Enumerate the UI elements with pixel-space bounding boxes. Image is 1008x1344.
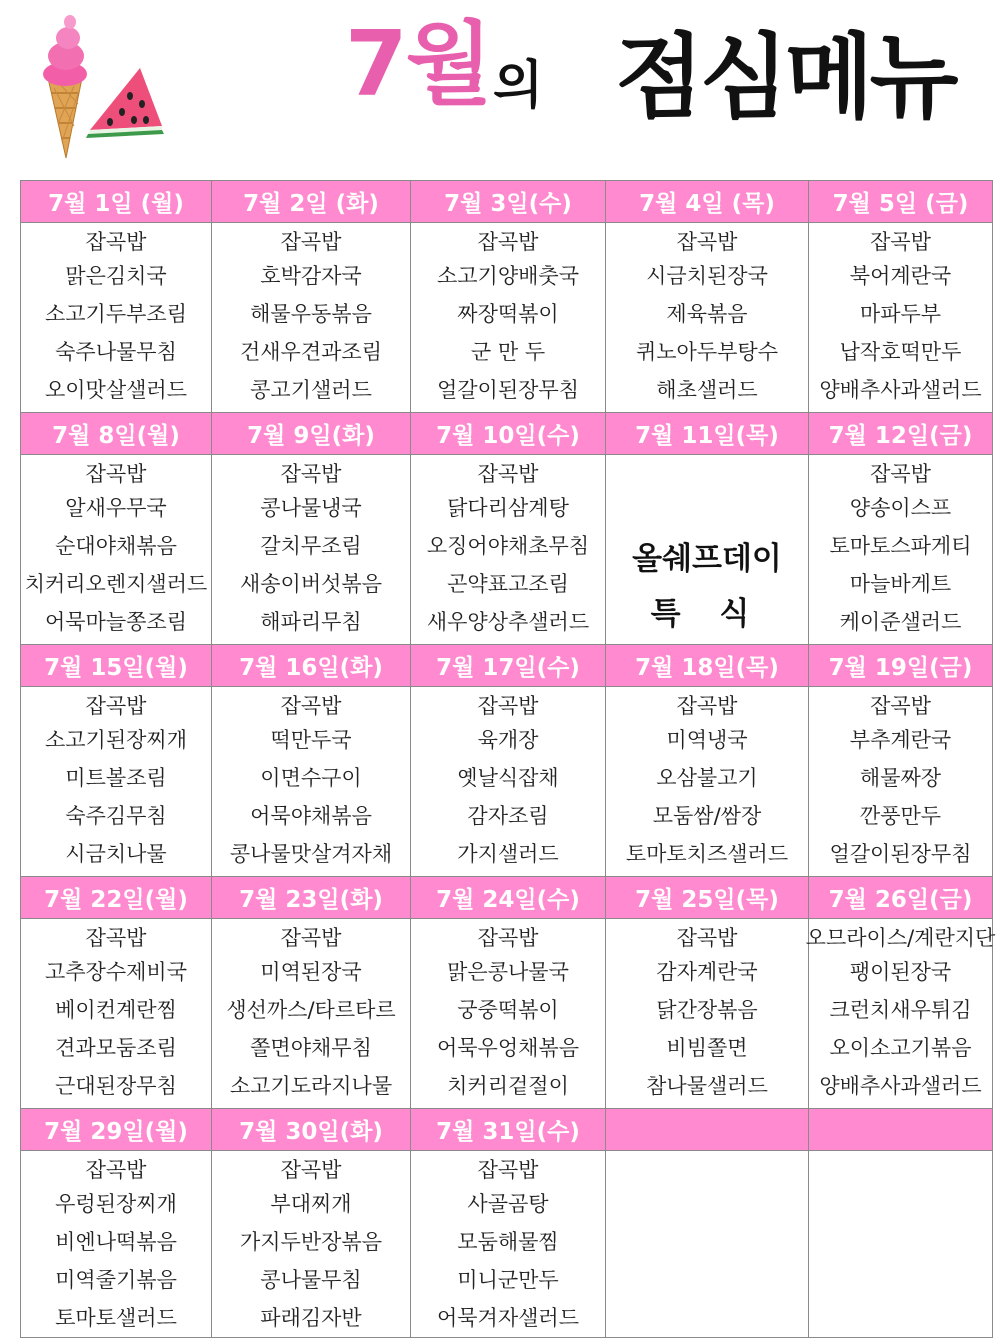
menu-item: 콩나물무침 — [260, 1268, 362, 1292]
menu-item: 잡곡밥 — [85, 926, 147, 950]
date-header-cell: 7월 8일(월) — [21, 413, 212, 455]
menu-item: 콩나물맛살겨자채 — [229, 842, 393, 866]
menu-item-list — [21, 687, 211, 873]
date-header-cell: 7월 23일(화) — [212, 877, 411, 919]
date-header-cell: 7월 24일(수) — [411, 877, 606, 919]
menu-item: 크런치새우튀김 — [829, 998, 972, 1022]
date-header-cell — [606, 1109, 809, 1151]
menu-item: 모둠해물찜 — [457, 1230, 559, 1254]
menu-item: 고추장수제비국 — [44, 960, 187, 984]
date-header-cell: 7월 5일 (금) — [809, 181, 993, 223]
menu-item: 육개장 — [477, 728, 539, 752]
menu-item: 잡곡밥 — [870, 230, 931, 254]
menu-item: 미트볼조림 — [65, 766, 167, 790]
menu-item: 새송이버섯볶음 — [239, 572, 382, 596]
date-header-cell: 7월 19일(금) — [809, 645, 993, 687]
menu-cell — [606, 455, 809, 645]
menu-item-list — [212, 455, 410, 641]
menu-item: 잡곡밥 — [477, 694, 539, 718]
menu-item: 건새우견과조림 — [239, 340, 382, 364]
menu-item-list — [411, 1151, 605, 1337]
menu-item: 부대찌개 — [270, 1192, 352, 1216]
page-title: 점심메뉴 — [615, 24, 955, 131]
menu-item: 얼갈이된장무침 — [436, 378, 579, 402]
menu-item: 오므라이스/계란지단 — [805, 926, 996, 950]
menu-item: 콩나물냉국 — [260, 496, 362, 520]
title-month: 7월 — [345, 12, 491, 117]
special-menu-title: 올쉐프데이 — [632, 540, 782, 577]
menu-item: 해파리무침 — [260, 610, 362, 634]
menu-item: 해물우동볶음 — [250, 302, 372, 326]
menu-item: 어묵우엉채볶음 — [436, 1036, 579, 1060]
menu-item: 잡곡밥 — [676, 694, 738, 718]
ice-cream-icon — [43, 15, 87, 158]
menu-item: 퀴노아두부탕수 — [635, 340, 778, 364]
menu-cell — [809, 687, 993, 877]
menu-item: 잡곡밥 — [280, 230, 342, 254]
menu-item: 비빔쫄면 — [666, 1036, 748, 1060]
menu-cell — [212, 919, 411, 1109]
menu-cell — [212, 687, 411, 877]
menu-item: 잡곡밥 — [477, 462, 539, 486]
menu-item: 쫄면야채무침 — [250, 1036, 372, 1060]
menu-item: 가지샐러드 — [457, 842, 559, 866]
menu-item-list — [21, 919, 211, 1105]
menu-cell — [606, 223, 809, 413]
menu-item: 우렁된장찌개 — [55, 1192, 177, 1216]
menu-item: 비엔나떡볶음 — [55, 1230, 177, 1254]
menu-item-list — [809, 223, 992, 409]
menu-item: 견과모둠조림 — [55, 1036, 177, 1060]
menu-item: 갈치무조림 — [260, 534, 362, 558]
menu-cell — [809, 1151, 993, 1338]
menu-item: 잡곡밥 — [280, 1158, 342, 1182]
menu-item-list — [212, 1151, 410, 1337]
menu-item-list — [411, 919, 605, 1105]
menu-item: 짜장떡볶이 — [457, 302, 559, 326]
menu-item: 근대된장무침 — [55, 1074, 177, 1098]
date-header-cell: 7월 22일(월) — [21, 877, 212, 919]
menu-item: 옛날식잡채 — [457, 766, 559, 790]
menu-item: 미역된장국 — [260, 960, 362, 984]
menu-item: 치커리오렌지샐러드 — [24, 572, 208, 596]
menu-item: 사골곰탕 — [467, 1192, 549, 1216]
date-header-row — [21, 877, 993, 919]
date-header-cell: 7월 12일(금) — [809, 413, 993, 455]
watermelon-icon — [86, 68, 164, 138]
menu-item: 파래김자반 — [260, 1306, 362, 1330]
menu-item: 궁중떡볶이 — [457, 998, 559, 1022]
menu-cell — [809, 223, 993, 413]
menu-item-list — [21, 1151, 211, 1337]
menu-item: 소고기양배춧국 — [436, 264, 579, 288]
menu-item-list — [606, 223, 808, 409]
menu-cell — [606, 919, 809, 1109]
menu-item: 새우양상추샐러드 — [426, 610, 590, 634]
menu-item-list — [411, 223, 605, 409]
date-header-cell: 7월 31일(수) — [411, 1109, 606, 1151]
menu-cell — [21, 919, 212, 1109]
menu-item: 맑은콩나물국 — [447, 960, 569, 984]
menu-item: 소고기도라지나물 — [229, 1074, 393, 1098]
menu-item: 닭다리삼계탕 — [447, 496, 569, 520]
menu-cell — [212, 1151, 411, 1338]
menu-item: 알새우무국 — [65, 496, 167, 520]
date-header-cell — [809, 1109, 993, 1151]
menu-item: 숙주김무침 — [65, 804, 167, 828]
menu-row — [21, 919, 993, 1109]
date-header-cell: 7월 25일(목) — [606, 877, 809, 919]
menu-cell — [21, 455, 212, 645]
menu-item: 어묵겨자샐러드 — [436, 1306, 579, 1330]
menu-item: 잡곡밥 — [85, 1158, 147, 1182]
date-header-cell: 7월 11일(목) — [606, 413, 809, 455]
date-header-cell: 7월 26일(금) — [809, 877, 993, 919]
menu-cell — [21, 223, 212, 413]
menu-cell — [21, 1151, 212, 1338]
menu-item-list — [809, 687, 992, 873]
menu-item: 잡곡밥 — [477, 926, 539, 950]
menu-item: 해초샐러드 — [656, 378, 758, 402]
menu-item: 오이맛살샐러드 — [44, 378, 187, 402]
date-header-cell: 7월 3일(수) — [411, 181, 606, 223]
menu-item: 미니군만두 — [457, 1268, 559, 1292]
menu-item: 토마토스파게티 — [829, 534, 972, 558]
menu-cell — [606, 687, 809, 877]
menu-cell — [21, 687, 212, 877]
decoration-illustration — [30, 8, 170, 168]
menu-item: 잡곡밥 — [85, 462, 147, 486]
date-header-cell: 7월 1일 (월) — [21, 181, 212, 223]
menu-item: 군 만 두 — [470, 340, 546, 364]
menu-item: 이면수구이 — [260, 766, 362, 790]
menu-item: 잡곡밥 — [85, 230, 147, 254]
menu-cell — [809, 455, 993, 645]
menu-item: 소고기된장찌개 — [44, 728, 187, 752]
lunch-menu-table — [20, 180, 996, 1338]
date-header-cell: 7월 16일(화) — [212, 645, 411, 687]
date-header-cell: 7월 2일 (화) — [212, 181, 411, 223]
date-header-cell: 7월 17일(수) — [411, 645, 606, 687]
menu-item-list — [411, 687, 605, 873]
menu-cell — [805, 919, 996, 1109]
menu-item: 숙주나물무침 — [55, 340, 177, 364]
menu-item: 떡만두국 — [270, 728, 352, 752]
menu-item-list — [606, 1151, 808, 1155]
date-header-cell: 7월 18일(목) — [606, 645, 809, 687]
menu-item: 오징어야채초무침 — [426, 534, 590, 558]
menu-item: 곤약표고조림 — [447, 572, 569, 596]
menu-item: 순대야채볶음 — [55, 534, 177, 558]
menu-cell — [411, 687, 606, 877]
menu-item-list — [805, 919, 996, 1105]
menu-item: 케이준샐러드 — [839, 610, 962, 634]
menu-item: 잡곡밥 — [676, 230, 738, 254]
menu-cell — [606, 1151, 809, 1338]
menu-item: 시금치나물 — [65, 842, 167, 866]
menu-cell — [411, 455, 606, 645]
menu-item: 잡곡밥 — [280, 694, 342, 718]
menu-item: 마파두부 — [859, 302, 942, 326]
menu-item: 양배추사과샐러드 — [819, 1074, 982, 1098]
menu-item: 생선까스/타르타르 — [226, 998, 396, 1022]
menu-cell — [411, 1151, 606, 1338]
date-header-cell: 7월 29일(월) — [21, 1109, 212, 1151]
menu-item-list — [809, 455, 992, 641]
menu-item: 미역줄기볶음 — [55, 1268, 177, 1292]
menu-item: 치커리겉절이 — [447, 1074, 569, 1098]
menu-item: 잡곡밥 — [280, 926, 342, 950]
menu-item: 어묵마늘쫑조림 — [44, 610, 187, 634]
menu-item: 잡곡밥 — [676, 926, 738, 950]
menu-item: 북어계란국 — [849, 264, 952, 288]
page-header — [0, 0, 1008, 180]
menu-item: 깐풍만두 — [859, 804, 942, 828]
menu-item-list — [809, 1151, 992, 1155]
menu-item: 오삼불고기 — [656, 766, 758, 790]
menu-row — [21, 1151, 993, 1338]
menu-cell — [411, 223, 606, 413]
menu-item: 잡곡밥 — [85, 694, 147, 718]
menu-item-list — [21, 455, 211, 641]
menu-item: 베이컨계란찜 — [55, 998, 177, 1022]
menu-item: 토마토치즈샐러드 — [625, 842, 789, 866]
date-header-cell: 7월 30일(화) — [212, 1109, 411, 1151]
menu-item-list — [212, 919, 410, 1105]
date-header-row — [21, 181, 993, 223]
title-particle: 의 — [493, 56, 544, 116]
menu-item: 오이소고기볶음 — [829, 1036, 972, 1060]
menu-item: 호박감자국 — [260, 264, 362, 288]
date-header-row — [21, 413, 993, 455]
menu-item: 잡곡밥 — [870, 694, 931, 718]
menu-item: 모둠쌈/쌈장 — [652, 804, 762, 828]
menu-item: 제육볶음 — [666, 302, 748, 326]
menu-item-list — [606, 919, 808, 1105]
menu-item-list — [606, 687, 808, 873]
menu-item: 마늘바게트 — [849, 572, 952, 596]
menu-item: 부추계란국 — [849, 728, 952, 752]
special-menu-subtitle: 특 식 — [650, 595, 764, 632]
menu-item-list — [411, 455, 605, 641]
menu-item: 잡곡밥 — [870, 462, 931, 486]
date-header-cell: 7월 9일(화) — [212, 413, 411, 455]
menu-cell — [212, 455, 411, 645]
menu-item: 소고기두부조림 — [44, 302, 187, 326]
menu-item: 가지두반장볶음 — [239, 1230, 382, 1254]
menu-item: 어묵야채볶음 — [250, 804, 372, 828]
menu-item: 감자계란국 — [656, 960, 758, 984]
date-header-cell: 7월 10일(수) — [411, 413, 606, 455]
menu-item: 양배추사과샐러드 — [819, 378, 982, 402]
menu-cell — [411, 919, 606, 1109]
menu-item: 미역냉국 — [666, 728, 748, 752]
menu-item: 얼갈이된장무침 — [829, 842, 972, 866]
menu-item: 참나물샐러드 — [646, 1074, 768, 1098]
menu-item: 토마토샐러드 — [55, 1306, 177, 1330]
menu-item: 납작호떡만두 — [839, 340, 962, 364]
menu-item-list — [212, 223, 410, 409]
menu-row — [21, 455, 993, 645]
menu-item: 닭간장볶음 — [656, 998, 758, 1022]
menu-cell — [212, 223, 411, 413]
menu-item-list — [212, 687, 410, 873]
menu-item: 잡곡밥 — [477, 230, 539, 254]
date-header-row — [21, 645, 993, 687]
menu-item-list — [21, 223, 211, 409]
menu-item: 잡곡밥 — [280, 462, 342, 486]
menu-item: 시금치된장국 — [646, 264, 768, 288]
menu-item: 잡곡밥 — [477, 1158, 539, 1182]
menu-item: 팽이된장국 — [849, 960, 952, 984]
menu-item: 콩고기샐러드 — [250, 378, 372, 402]
menu-item: 양송이스프 — [849, 496, 952, 520]
date-header-cell: 7월 4일 (목) — [606, 181, 809, 223]
date-header-cell: 7월 15일(월) — [21, 645, 212, 687]
menu-row — [21, 223, 993, 413]
date-header-row — [21, 1109, 993, 1151]
menu-item: 감자조림 — [467, 804, 549, 828]
menu-item: 해물짜장 — [859, 766, 942, 790]
menu-row — [21, 687, 993, 877]
menu-item: 맑은김치국 — [65, 264, 167, 288]
